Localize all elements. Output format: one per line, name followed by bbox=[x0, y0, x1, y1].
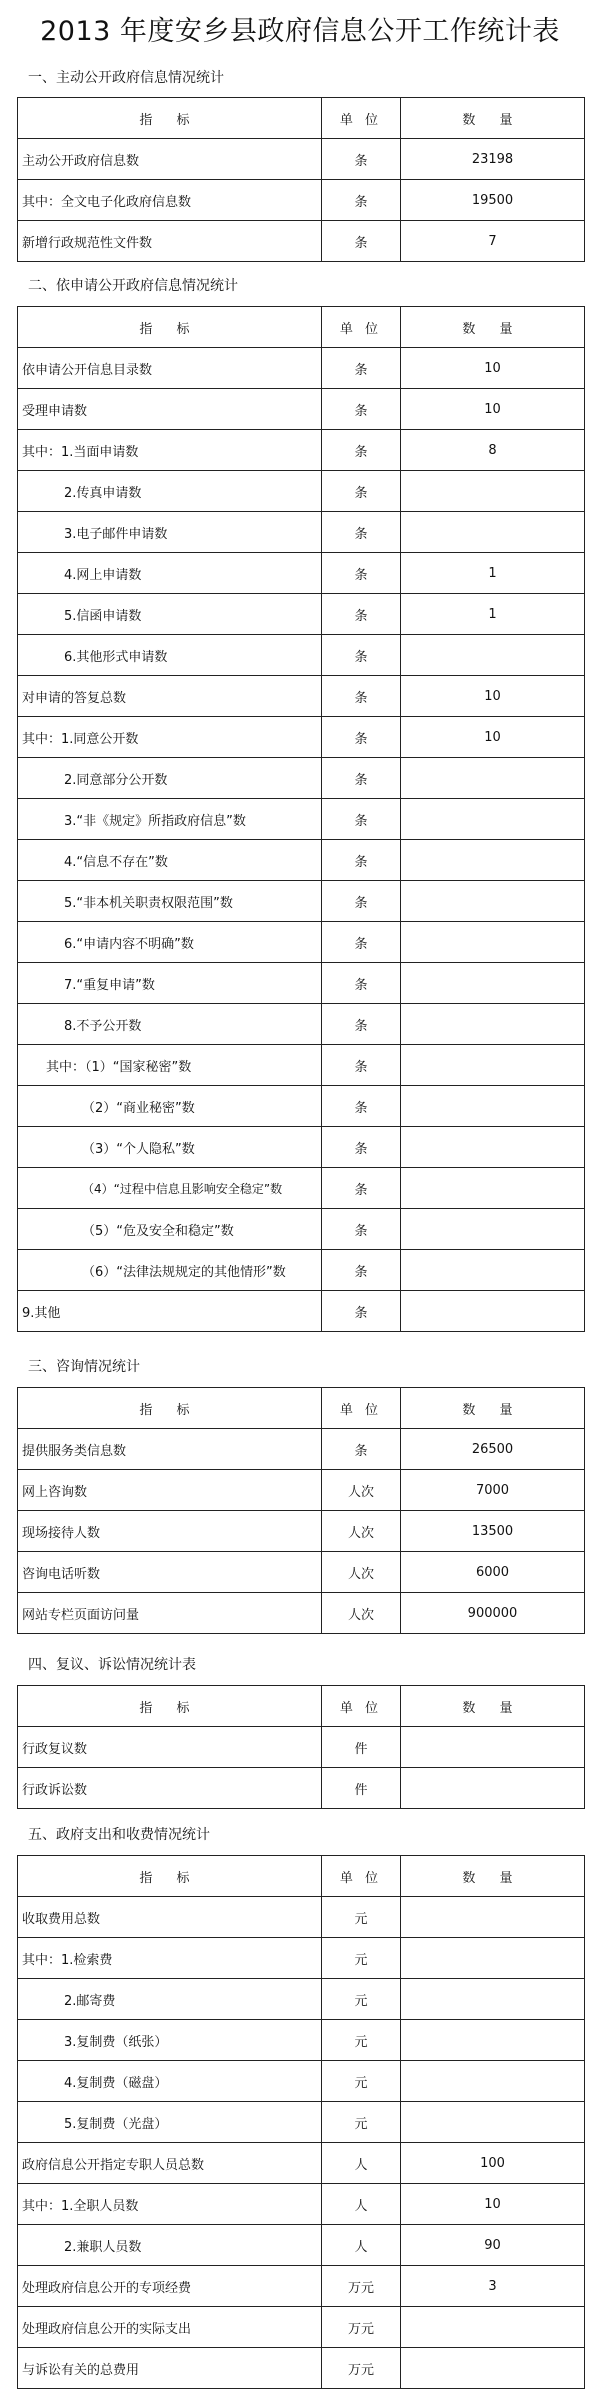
row-label: 处理政府信息公开的专项经费 bbox=[18, 2266, 322, 2307]
table-row bbox=[18, 922, 585, 963]
section-1-table bbox=[17, 97, 585, 262]
row-label: 网上咨询数 bbox=[18, 1470, 322, 1511]
table-row bbox=[18, 2020, 585, 2061]
row-label: 提供服务类信息数 bbox=[18, 1429, 322, 1470]
row-label: 咨询电话听数 bbox=[18, 1552, 322, 1593]
table-row bbox=[18, 139, 585, 180]
header-unit: 单 位 bbox=[322, 1388, 401, 1429]
row-label: 2.兼职人员数 bbox=[18, 2225, 322, 2266]
row-unit: 万元 bbox=[322, 2307, 401, 2348]
row-value bbox=[401, 2102, 585, 2143]
row-unit: 条 bbox=[322, 1045, 401, 1086]
row-value bbox=[401, 1938, 585, 1979]
row-value: 1 bbox=[401, 553, 585, 594]
row-unit: 条 bbox=[322, 1004, 401, 1045]
row-value: 90 bbox=[401, 2225, 585, 2266]
row-unit: 条 bbox=[322, 881, 401, 922]
row-value bbox=[401, 1768, 585, 1809]
section-1-heading: 一、主动公开政府信息情况统计 bbox=[28, 70, 224, 86]
row-value: 1 bbox=[401, 594, 585, 635]
row-label: 5.“非本机关职责权限范围”数 bbox=[18, 881, 322, 922]
row-value bbox=[401, 2061, 585, 2102]
row-value bbox=[401, 1004, 585, 1045]
row-unit: 条 bbox=[322, 430, 401, 471]
row-label: 6.“申请内容不明确”数 bbox=[18, 922, 322, 963]
row-label: 其中：1.当面申请数 bbox=[18, 430, 322, 471]
row-unit: 条 bbox=[322, 1209, 401, 1250]
table-row bbox=[18, 676, 585, 717]
row-label: （5）“危及安全和稳定”数 bbox=[18, 1209, 322, 1250]
row-value: 19500 bbox=[401, 180, 585, 221]
table-row bbox=[18, 1429, 585, 1470]
row-value bbox=[401, 758, 585, 799]
row-value bbox=[401, 881, 585, 922]
header-indicator: 指 标 bbox=[18, 1388, 322, 1429]
table-row bbox=[18, 1593, 585, 1634]
row-label: 4.复制费（磁盘） bbox=[18, 2061, 322, 2102]
table-row bbox=[18, 1727, 585, 1768]
row-label: 其中：1.检索费 bbox=[18, 1938, 322, 1979]
row-label: 2.同意部分公开数 bbox=[18, 758, 322, 799]
row-unit: 人 bbox=[322, 2143, 401, 2184]
row-value bbox=[401, 1291, 585, 1332]
row-value bbox=[401, 1979, 585, 2020]
row-unit: 条 bbox=[322, 389, 401, 430]
section-2-table bbox=[17, 306, 585, 1332]
row-value: 100 bbox=[401, 2143, 585, 2184]
row-value bbox=[401, 1897, 585, 1938]
row-unit: 元 bbox=[322, 1979, 401, 2020]
row-unit: 条 bbox=[322, 594, 401, 635]
row-label: 处理政府信息公开的实际支出 bbox=[18, 2307, 322, 2348]
row-unit: 人 bbox=[322, 2184, 401, 2225]
row-value: 10 bbox=[401, 676, 585, 717]
row-value: 10 bbox=[401, 2184, 585, 2225]
row-unit: 万元 bbox=[322, 2348, 401, 2389]
table-row bbox=[18, 594, 585, 635]
row-label: 政府信息公开指定专职人员总数 bbox=[18, 2143, 322, 2184]
table-row bbox=[18, 2225, 585, 2266]
row-label: 3.“非《规定》所指政府信息”数 bbox=[18, 799, 322, 840]
row-unit: 条 bbox=[322, 922, 401, 963]
table-row bbox=[18, 1250, 585, 1291]
table-row bbox=[18, 717, 585, 758]
table-row bbox=[18, 2143, 585, 2184]
section-4-heading: 四、复议、诉讼情况统计表 bbox=[28, 1657, 196, 1673]
row-label: 与诉讼有关的总费用 bbox=[18, 2348, 322, 2389]
row-value: 26500 bbox=[401, 1429, 585, 1470]
header-indicator: 指 标 bbox=[18, 307, 322, 348]
row-unit: 人次 bbox=[322, 1593, 401, 1634]
row-unit: 条 bbox=[322, 676, 401, 717]
table-row bbox=[18, 758, 585, 799]
row-value: 13500 bbox=[401, 1511, 585, 1552]
row-value: 3 bbox=[401, 2266, 585, 2307]
table-row bbox=[18, 2307, 585, 2348]
row-unit: 人 bbox=[322, 2225, 401, 2266]
table-row bbox=[18, 1004, 585, 1045]
table-row bbox=[18, 1511, 585, 1552]
row-label: 新增行政规范性文件数 bbox=[18, 221, 322, 262]
row-unit: 元 bbox=[322, 2020, 401, 2061]
row-unit: 条 bbox=[322, 1127, 401, 1168]
row-value bbox=[401, 1045, 585, 1086]
row-unit: 条 bbox=[322, 1429, 401, 1470]
header-quantity: 数 量 bbox=[401, 1388, 585, 1429]
header-quantity: 数 量 bbox=[401, 307, 585, 348]
row-unit: 条 bbox=[322, 840, 401, 881]
table-row bbox=[18, 1897, 585, 1938]
page-title: 2013 年度安乡县政府信息公开工作统计表 bbox=[40, 16, 560, 47]
row-unit: 条 bbox=[322, 139, 401, 180]
section-5-heading: 五、政府支出和收费情况统计 bbox=[28, 1827, 210, 1843]
row-label: 对申请的答复总数 bbox=[18, 676, 322, 717]
row-unit: 条 bbox=[322, 758, 401, 799]
row-label: 9.其他 bbox=[18, 1291, 322, 1332]
header-unit: 单 位 bbox=[322, 307, 401, 348]
row-label: （2）“商业秘密”数 bbox=[18, 1086, 322, 1127]
row-label: 3.复制费（纸张） bbox=[18, 2020, 322, 2061]
row-value: 23198 bbox=[401, 139, 585, 180]
row-label: （6）“法律法规规定的其他情形”数 bbox=[18, 1250, 322, 1291]
row-unit: 条 bbox=[322, 1168, 401, 1209]
row-label: 网站专栏页面访问量 bbox=[18, 1593, 322, 1634]
table-row bbox=[18, 180, 585, 221]
row-value bbox=[401, 635, 585, 676]
table-row bbox=[18, 1938, 585, 1979]
row-label: 2.传真申请数 bbox=[18, 471, 322, 512]
row-unit: 条 bbox=[322, 180, 401, 221]
table-row bbox=[18, 2061, 585, 2102]
header-indicator: 指 标 bbox=[18, 98, 322, 139]
row-unit: 条 bbox=[322, 1250, 401, 1291]
row-value: 8 bbox=[401, 430, 585, 471]
table-row bbox=[18, 2348, 585, 2389]
header-indicator: 指 标 bbox=[18, 1686, 322, 1727]
row-label: 行政诉讼数 bbox=[18, 1768, 322, 1809]
table-row bbox=[18, 963, 585, 1004]
row-unit: 条 bbox=[322, 1291, 401, 1332]
table-row bbox=[18, 1768, 585, 1809]
row-value bbox=[401, 1250, 585, 1291]
row-value bbox=[401, 512, 585, 553]
table-row bbox=[18, 1291, 585, 1332]
row-label: 3.电子邮件申请数 bbox=[18, 512, 322, 553]
row-label: 6.其他形式申请数 bbox=[18, 635, 322, 676]
row-label: 其中：1.同意公开数 bbox=[18, 717, 322, 758]
row-unit: 条 bbox=[322, 512, 401, 553]
row-label: （4）“过程中信息且影响安全稳定”数 bbox=[18, 1168, 322, 1209]
row-unit: 条 bbox=[322, 348, 401, 389]
row-label: 4.“信息不存在”数 bbox=[18, 840, 322, 881]
row-label: （3）“个人隐私”数 bbox=[18, 1127, 322, 1168]
row-label: 5.复制费（光盘） bbox=[18, 2102, 322, 2143]
row-label: 受理申请数 bbox=[18, 389, 322, 430]
row-unit: 条 bbox=[322, 221, 401, 262]
row-label: 其中：（1）“国家秘密”数 bbox=[18, 1045, 322, 1086]
row-value bbox=[401, 799, 585, 840]
table-row bbox=[18, 1552, 585, 1593]
table-row bbox=[18, 512, 585, 553]
row-unit: 元 bbox=[322, 1938, 401, 1979]
row-value bbox=[401, 963, 585, 1004]
table-header-row bbox=[18, 1388, 585, 1429]
row-label: 2.邮寄费 bbox=[18, 1979, 322, 2020]
table-row bbox=[18, 881, 585, 922]
row-value: 7 bbox=[401, 221, 585, 262]
row-label: 现场接待人数 bbox=[18, 1511, 322, 1552]
table-header-row bbox=[18, 307, 585, 348]
table-row bbox=[18, 389, 585, 430]
table-row bbox=[18, 348, 585, 389]
table-row bbox=[18, 635, 585, 676]
row-unit: 条 bbox=[322, 1086, 401, 1127]
row-label: 5.信函申请数 bbox=[18, 594, 322, 635]
section-3-heading: 三、咨询情况统计 bbox=[28, 1359, 140, 1375]
table-row bbox=[18, 1127, 585, 1168]
section-3-table bbox=[17, 1387, 585, 1634]
table-row bbox=[18, 799, 585, 840]
row-label: 其中：1.全职人员数 bbox=[18, 2184, 322, 2225]
section-5-table bbox=[17, 1855, 585, 2389]
table-row bbox=[18, 430, 585, 471]
table-row bbox=[18, 2102, 585, 2143]
row-unit: 人次 bbox=[322, 1470, 401, 1511]
section-4-table bbox=[17, 1685, 585, 1809]
header-quantity: 数 量 bbox=[401, 1686, 585, 1727]
row-unit: 条 bbox=[322, 471, 401, 512]
table-row bbox=[18, 840, 585, 881]
row-unit: 人次 bbox=[322, 1552, 401, 1593]
table-row bbox=[18, 553, 585, 594]
row-value: 900000 bbox=[401, 1593, 585, 1634]
table-header-row bbox=[18, 1686, 585, 1727]
table-row bbox=[18, 1209, 585, 1250]
row-value bbox=[401, 2307, 585, 2348]
row-value: 10 bbox=[401, 389, 585, 430]
section-2-heading: 二、依申请公开政府信息情况统计 bbox=[28, 278, 238, 294]
row-unit: 条 bbox=[322, 717, 401, 758]
table-row bbox=[18, 2266, 585, 2307]
row-label: 8.不予公开数 bbox=[18, 1004, 322, 1045]
row-label: 主动公开政府信息数 bbox=[18, 139, 322, 180]
row-value bbox=[401, 2348, 585, 2389]
table-header-row bbox=[18, 1856, 585, 1897]
row-unit: 元 bbox=[322, 1897, 401, 1938]
table-row bbox=[18, 1045, 585, 1086]
row-label: 其中：全文电子化政府信息数 bbox=[18, 180, 322, 221]
header-quantity: 数 量 bbox=[401, 98, 585, 139]
table-row bbox=[18, 221, 585, 262]
row-label: 7.“重复申请”数 bbox=[18, 963, 322, 1004]
row-unit: 条 bbox=[322, 799, 401, 840]
table-header-row bbox=[18, 98, 585, 139]
row-label: 4.网上申请数 bbox=[18, 553, 322, 594]
row-label: 依申请公开信息目录数 bbox=[18, 348, 322, 389]
row-value bbox=[401, 1127, 585, 1168]
table-row bbox=[18, 1470, 585, 1511]
row-value: 10 bbox=[401, 348, 585, 389]
table-row bbox=[18, 1086, 585, 1127]
row-value bbox=[401, 1727, 585, 1768]
table-row bbox=[18, 471, 585, 512]
row-unit: 人次 bbox=[322, 1511, 401, 1552]
row-unit: 条 bbox=[322, 635, 401, 676]
header-indicator: 指 标 bbox=[18, 1856, 322, 1897]
row-label: 收取费用总数 bbox=[18, 1897, 322, 1938]
row-label: 行政复议数 bbox=[18, 1727, 322, 1768]
row-unit: 元 bbox=[322, 2102, 401, 2143]
row-value bbox=[401, 840, 585, 881]
row-value bbox=[401, 1086, 585, 1127]
header-unit: 单 位 bbox=[322, 1856, 401, 1897]
header-quantity: 数 量 bbox=[401, 1856, 585, 1897]
row-unit: 条 bbox=[322, 963, 401, 1004]
row-value bbox=[401, 2020, 585, 2061]
header-unit: 单 位 bbox=[322, 1686, 401, 1727]
table-row bbox=[18, 1979, 585, 2020]
row-unit: 件 bbox=[322, 1727, 401, 1768]
row-unit: 件 bbox=[322, 1768, 401, 1809]
table-row bbox=[18, 2184, 585, 2225]
row-value bbox=[401, 1168, 585, 1209]
row-value bbox=[401, 1209, 585, 1250]
table-row bbox=[18, 1168, 585, 1209]
row-value bbox=[401, 922, 585, 963]
row-value: 7000 bbox=[401, 1470, 585, 1511]
row-value bbox=[401, 471, 585, 512]
header-unit: 单 位 bbox=[322, 98, 401, 139]
row-value: 6000 bbox=[401, 1552, 585, 1593]
row-unit: 条 bbox=[322, 553, 401, 594]
row-value: 10 bbox=[401, 717, 585, 758]
row-unit: 万元 bbox=[322, 2266, 401, 2307]
row-unit: 元 bbox=[322, 2061, 401, 2102]
